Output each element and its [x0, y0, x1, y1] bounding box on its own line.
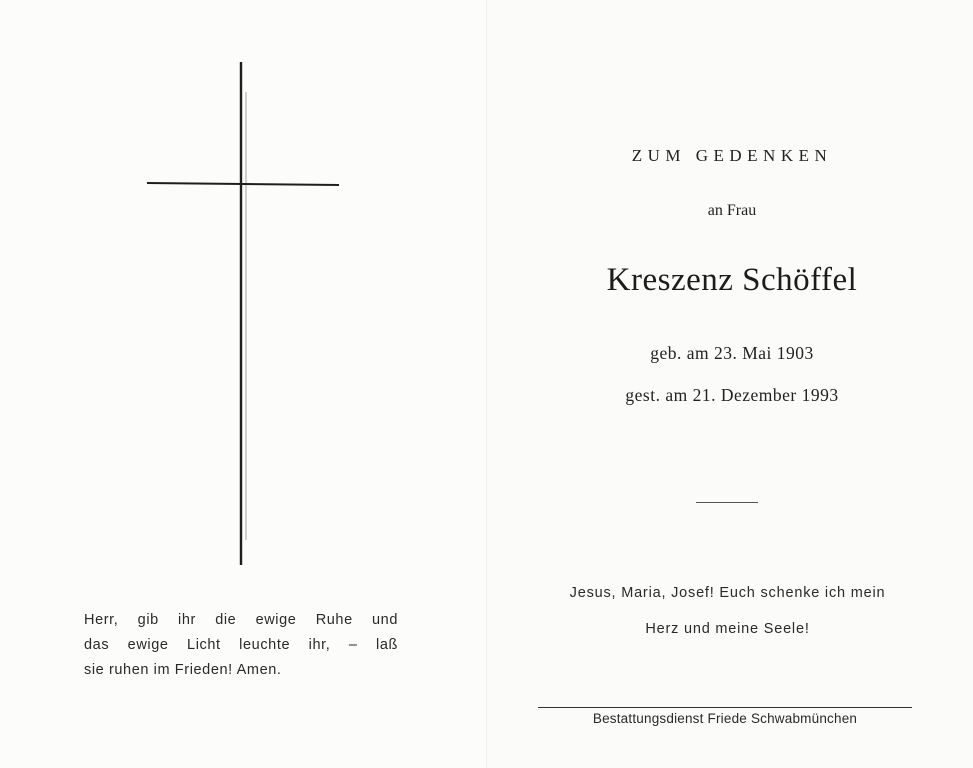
deceased-name: Kreszenz Schöffel: [606, 262, 858, 298]
footer-divider: [538, 707, 912, 708]
birth-date: geb. am 23. Mai 1903: [650, 343, 814, 363]
verse-line: Herz und meine Seele!: [645, 621, 810, 637]
death-date: gest. am 21. Dezember 1993: [625, 385, 839, 405]
prayer-line: sie ruhen im Frieden! Amen.: [84, 662, 282, 678]
separator-line: [696, 502, 758, 503]
verse-line: Jesus, Maria, Josef! Euch schenke ich mein: [569, 585, 886, 601]
prayer-line: das ewige Licht leuchte ihr, – laß: [84, 637, 398, 653]
funeral-service-name: Bestattungsdienst Friede Schwabmünchen: [592, 711, 858, 726]
prayer-line: Herr, gib ihr die ewige Ruhe und: [84, 612, 398, 628]
right-panel: [487, 0, 973, 768]
heading: ZUM GEDENKEN: [631, 146, 833, 165]
prayer-text: [84, 608, 398, 683]
subheading: an Frau: [707, 202, 757, 219]
